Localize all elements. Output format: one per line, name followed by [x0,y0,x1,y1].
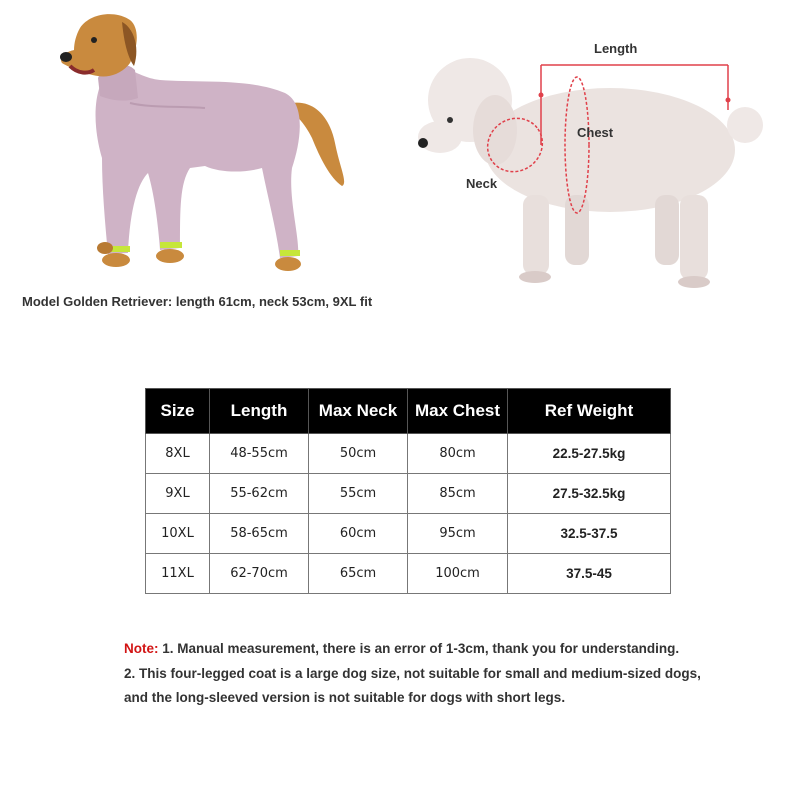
header-length: Length [210,389,309,434]
chest-label: Chest [577,125,614,140]
note-label: Note: [124,641,159,656]
cell-max-neck: 60cm [309,514,408,554]
cell-size: 11XL [146,554,210,594]
cell-max-chest: 85cm [408,474,508,514]
golden-retriever-photo [30,8,360,293]
length-label: Length [594,41,638,56]
header-ref-weight: Ref Weight [508,389,671,434]
notes-block [124,637,764,711]
measurement-diagram [405,35,775,295]
cell-size: 10XL [146,514,210,554]
cell-length: 55-62cm [210,474,309,514]
neck-label: Neck [466,176,498,191]
cell-length: 48-55cm [210,434,309,474]
table-row [146,554,671,594]
cell-max-chest: 95cm [408,514,508,554]
cell-max-chest: 80cm [408,434,508,474]
header-max-chest: Max Chest [408,389,508,434]
cell-ref-weight: 22.5-27.5kg [508,434,671,474]
note-line-2: 2. This four-legged coat is a large dog size, not suitable for small and medium-sized dogs, [124,665,701,681]
table-row [146,474,671,514]
header-size: Size [146,389,210,434]
table-row [146,434,671,474]
cell-max-chest: 100cm [408,554,508,594]
cell-length: 62-70cm [210,554,309,594]
cell-length: 58-65cm [210,514,309,554]
cell-max-neck: 50cm [309,434,408,474]
cell-max-neck: 65cm [309,554,408,594]
cell-size: 8XL [146,434,210,474]
cell-ref-weight: 32.5-37.5 [508,514,671,554]
cell-max-neck: 55cm [309,474,408,514]
header-max-neck: Max Neck [309,389,408,434]
size-chart-table [145,388,671,594]
note-line-1 [124,637,764,662]
note-line-3: and the long-sleeved version is not suitable for dogs with short legs. [124,690,566,705]
cell-ref-weight: 37.5-45 [508,554,671,594]
note-text-1: 1. Manual measurement, there is an error of 1-3cm, thank you for understanding. [158,641,680,656]
cell-size: 9XL [146,474,210,514]
table-row [146,514,671,554]
cell-ref-weight: 27.5-32.5kg [508,474,671,514]
table-header-row [146,389,671,434]
model-caption: Model Golden Retriever: length 61cm, neck 53cm, 9XL fit [22,294,373,309]
